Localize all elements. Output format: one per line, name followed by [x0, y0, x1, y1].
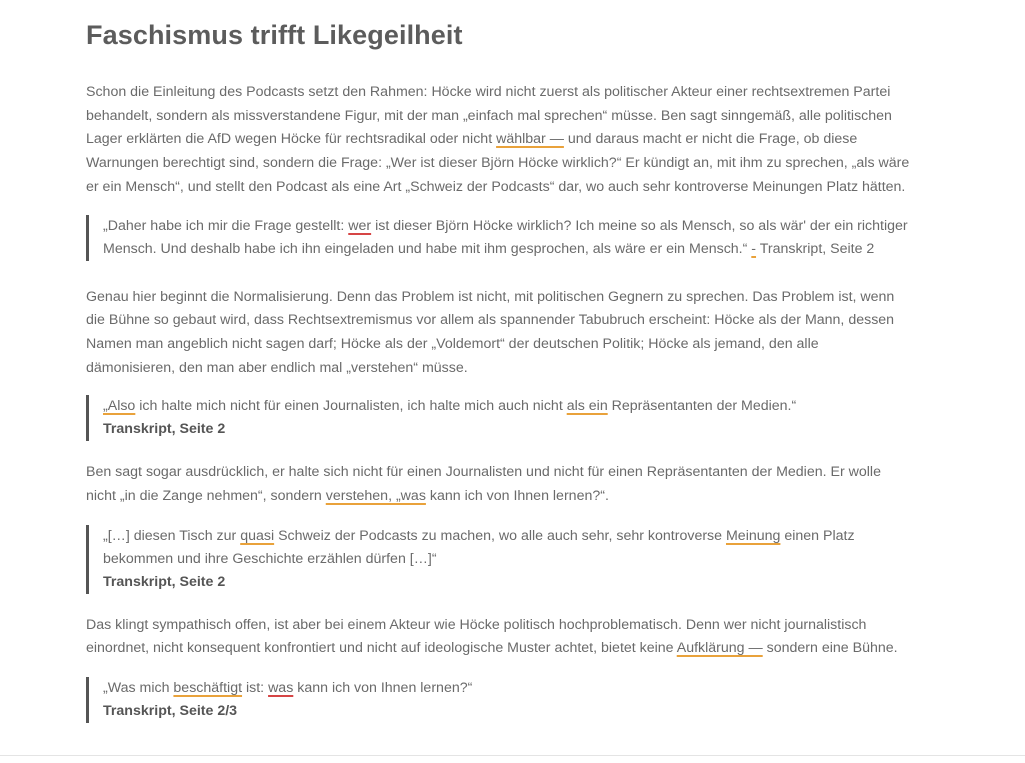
text: Schon die Einleitung des Podcasts setzt den Rahmen: Höcke wird nicht zuerst als politischer Akteur einer rechtsextremen Partei behandelt, sondern als missverstandene Figur, mit der man „einfach mal sprechen“ müsse. Ben sagt sinngemäß, alle politischen Lager erklärten die AfD wegen Höcke für rechtsradikal oder nicht: [86, 84, 892, 148]
text: sondern eine Bühne.: [762, 640, 898, 657]
grammar-flag[interactable]: als ein: [566, 398, 608, 415]
quote-text: ist:: [242, 680, 269, 697]
grammar-flag[interactable]: Meinung: [725, 527, 781, 544]
quote-text: Schweiz der Podcasts zu machen, wo alle auch sehr, sehr kontroverse: [274, 527, 726, 544]
quote-text: Repräsentanten der Medien.“: [607, 398, 797, 415]
quote-source: Transkript, Seite 2: [103, 421, 226, 438]
text: Das klingt sympathisch offen, ist aber bei einem Akteur wie Höcke politisch hochproblematisch. Denn wer nicht journalistisch einordnet, nicht konsequent konfrontiert und nicht auf ideologische Muster achtet, bietet keine: [86, 616, 867, 657]
text: und daraus macht er nicht die Frage, ob diese Warnungen berechtigt sind, sondern die Frage: „Wer ist dieser Björn Höcke wirklich?“ Er kündigt an, mit ihm zu sprechen, „als wäre er ein Mensch“, und stellt den Podcast als eine Art „Schweiz der Podcasts“ dar, wo auch sehr kontroverse Meinungen Platz hätten.: [86, 131, 910, 195]
quote-text: einen Platz bekommen und ihre Geschichte erzählen dürfen […]“: [103, 527, 855, 567]
quote-text: „[…] diesen Tisch zur: [103, 527, 241, 544]
quote-source: Transkript, Seite 2: [103, 573, 226, 590]
quote-text: ist dieser Björn Höcke wirklich? Ich meine so als Mensch, so als wär' der ein richtiger Mensch. Und deshalb habe ich ihn eingeladen und habe mit ihm gesprochen, als wäre er ein Mensch.“: [103, 217, 908, 257]
article: [86, 0, 911, 723]
grammar-flag[interactable]: „Also: [103, 398, 136, 415]
text: kann ich von Ihnen lernen?“.: [425, 488, 609, 505]
quote-text: „Daher habe ich mir die Frage gestellt:: [103, 217, 349, 234]
blockquote-3: [86, 525, 911, 594]
grammar-flag[interactable]: wählbar —: [496, 131, 564, 148]
grammar-flag[interactable]: Aufklärung —: [676, 640, 763, 657]
quote-text: kann ich von Ihnen lernen?“: [293, 680, 473, 697]
page-divider: [0, 755, 1025, 756]
quote-line: [103, 677, 911, 700]
quote-line: [103, 525, 911, 571]
quote-text: ich halte mich nicht für einen Journalisten, ich halte mich auch nicht: [135, 398, 567, 415]
paragraph-journalist: [86, 461, 911, 508]
spelling-flag[interactable]: wer: [348, 217, 372, 234]
article-title: Faschismus trifft Likegeilheit: [86, 20, 463, 50]
blockquote-4: [86, 677, 911, 723]
quote-source: Transkript, Seite 2/3: [103, 703, 238, 720]
grammar-flag[interactable]: -: [751, 240, 757, 257]
quote-line: [103, 395, 911, 418]
blockquote-1: [86, 215, 911, 261]
grammar-flag[interactable]: quasi: [240, 527, 275, 544]
grammar-flag[interactable]: verstehen, „was: [325, 488, 426, 505]
quote-text: „Was mich: [103, 680, 174, 697]
grammar-flag[interactable]: beschäftigt: [173, 680, 243, 697]
quote-source: Transkript, Seite 2: [756, 240, 875, 257]
paragraph-aufklaerung: [86, 614, 911, 661]
blockquote-2: [86, 395, 911, 441]
spelling-flag[interactable]: was: [268, 680, 294, 697]
text: Ben sagt sogar ausdrücklich, er halte sich nicht für einen Journalisten und nicht für einen Repräsentanten der Medien. Er wolle nicht „in die Zange nehmen“, sondern: [86, 464, 881, 505]
paragraph-intro: [86, 81, 911, 200]
paragraph-normalisierung: Genau hier beginnt die Normalisierung. Denn das Problem ist nicht, mit politischen Gegnern zu sprechen. Das Problem ist, wenn die Bühne so gebaut wird, dass Rechtsextremismus vor allem als spannender Tabubruch erscheint: Höcke als der Mann, dessen Namen man angeblich nicht sagen darf; Höcke als der „Voldemort“ der deutschen Politik; Höcke als jemand, den alle dämonisieren, den man aber endlich mal „verstehen“ müsse.: [86, 288, 895, 376]
